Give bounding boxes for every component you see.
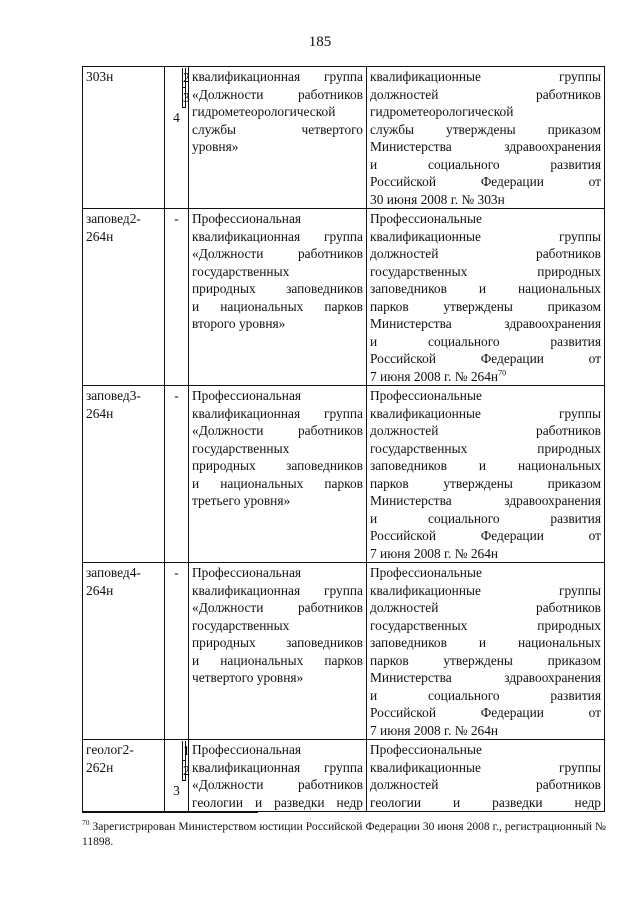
text-line xyxy=(370,68,601,86)
text-line-content: парков утверждены приказом xyxy=(370,475,601,491)
text-line xyxy=(370,617,601,635)
text-line-content: Российской Федерации от xyxy=(370,528,601,543)
text-line-content: должностей работников xyxy=(370,423,601,438)
level-value: - xyxy=(174,211,179,226)
text-line xyxy=(370,210,601,228)
text-line-content: квалификационные группы xyxy=(370,582,601,598)
text-line: «Должности работников xyxy=(192,423,363,438)
level-value: 2 xyxy=(182,68,186,88)
text-line-content: парков утверждены приказом xyxy=(370,298,601,314)
text-line xyxy=(370,173,601,191)
qualification-group-name xyxy=(189,67,367,209)
text-line xyxy=(370,422,601,440)
position-code: заповед4-264н xyxy=(83,563,165,740)
text-line-content: заповедников и национальных xyxy=(370,635,601,650)
text-line-content: должностей работников xyxy=(370,246,601,261)
text-line-content: и социального развития xyxy=(370,687,601,703)
legal-basis xyxy=(367,386,605,563)
legal-basis xyxy=(367,563,605,740)
text-line-content: Профессиональные xyxy=(370,211,482,226)
text-line xyxy=(370,527,601,545)
text-line xyxy=(370,156,601,174)
text-line-content: Министерства здравоохранения xyxy=(370,139,601,154)
text-line-content: службы утверждены приказом xyxy=(370,121,601,137)
text-line: уровня» xyxy=(192,139,239,154)
text-line-content: парков утверждены приказом xyxy=(370,652,601,668)
qualification-levels xyxy=(165,209,189,386)
legal-basis xyxy=(367,740,605,812)
footnote-reference: 70 xyxy=(498,368,507,378)
text-line: гидрометеорологической xyxy=(192,104,336,119)
text-line: квалификационная группа xyxy=(192,405,363,421)
text-line: природных заповедников xyxy=(192,458,363,473)
legal-basis xyxy=(367,67,605,209)
table-row xyxy=(83,740,605,812)
text-line: и национальных парков xyxy=(192,475,363,491)
text-line: и национальных парков xyxy=(192,298,363,314)
text-line-content: Профессиональные xyxy=(370,388,482,403)
text-line-content: 7 июня 2008 г. № 264н xyxy=(370,545,499,561)
text-line xyxy=(370,121,601,139)
level-value: 3 xyxy=(173,783,180,798)
text-line: четвертого уровня» xyxy=(192,670,304,685)
position-code: заповед2-264н xyxy=(83,209,165,386)
text-line xyxy=(370,599,601,617)
text-line-content: должностей работников xyxy=(370,86,601,102)
text-line-content: государственных природных xyxy=(370,617,601,633)
text-line-content: должностей работников xyxy=(370,600,601,615)
text-line-content: Российской Федерации от xyxy=(370,174,601,189)
text-line-content: Профессиональные xyxy=(370,742,482,757)
text-line-content: Российской Федерации от xyxy=(370,351,601,366)
text-line-content: Профессиональные xyxy=(370,565,482,580)
text-line xyxy=(370,138,601,156)
legal-basis xyxy=(367,209,605,386)
positions-table xyxy=(82,66,605,812)
text-line: «Должности работников xyxy=(192,86,363,102)
text-line xyxy=(370,564,601,582)
page-number: 185 xyxy=(308,34,332,50)
text-line xyxy=(370,722,601,740)
text-line: третьего уровня» xyxy=(192,493,291,508)
text-line: государственных xyxy=(192,617,290,633)
text-line: «Должности работников xyxy=(192,600,363,615)
text-line-content: и социального развития xyxy=(370,510,601,526)
text-line xyxy=(370,405,601,423)
table-row xyxy=(83,209,605,386)
text-line: квалификационная группа xyxy=(192,759,363,775)
text-line: и национальных парков xyxy=(192,652,363,668)
text-line xyxy=(370,457,601,475)
text-line xyxy=(370,103,601,121)
qualification-group-name xyxy=(189,740,367,812)
text-line xyxy=(370,191,601,209)
text-line xyxy=(370,298,601,316)
footnote-divider xyxy=(82,812,258,813)
qualification-group-name xyxy=(189,209,367,386)
text-line xyxy=(370,510,601,528)
text-line xyxy=(370,350,601,368)
text-line xyxy=(370,652,601,670)
text-line-content: Министерства здравоохранения xyxy=(370,670,601,685)
level-value: 2 xyxy=(182,761,186,781)
text-line xyxy=(370,759,601,777)
text-line: Профессиональная xyxy=(192,565,302,580)
text-line xyxy=(370,315,601,333)
text-line-content: 7 июня 2008 г. № 264н xyxy=(370,722,499,738)
text-line xyxy=(370,86,601,104)
table-row xyxy=(83,386,605,563)
text-line: природных заповедников xyxy=(192,635,363,650)
footnote xyxy=(82,820,606,850)
table-row xyxy=(83,563,605,740)
text-line: государственных xyxy=(192,263,290,279)
text-line xyxy=(370,368,601,386)
text-line xyxy=(370,687,601,705)
text-line-content: государственных природных xyxy=(370,440,601,456)
text-line-content: квалификационные группы xyxy=(370,228,601,244)
text-line xyxy=(370,545,601,563)
text-line xyxy=(370,475,601,493)
text-line-content: государственных природных xyxy=(370,263,601,279)
text-line: Профессиональная xyxy=(192,211,302,226)
text-line xyxy=(370,245,601,263)
text-line-content: и социального развития xyxy=(370,333,601,349)
text-line xyxy=(370,704,601,722)
text-line-content: Российской Федерации от xyxy=(370,705,601,720)
text-line-content: заповедников и национальных xyxy=(370,281,601,296)
level-value: 4 xyxy=(173,110,180,125)
text-line-content: и социального развития xyxy=(370,156,601,172)
text-line: природных заповедников xyxy=(192,281,363,296)
level-value: - xyxy=(174,388,179,403)
text-line-content: Министерства здравоохранения xyxy=(370,316,601,331)
position-code: геолог2-262н xyxy=(83,740,165,812)
qualification-levels xyxy=(165,740,189,812)
text-line: квалификационная группа xyxy=(192,582,363,598)
text-line: «Должности работников xyxy=(192,246,363,261)
text-line-content: Министерства здравоохранения xyxy=(370,493,601,508)
text-line xyxy=(370,492,601,510)
text-line xyxy=(370,263,601,281)
text-line: «Должности работников xyxy=(192,777,363,792)
table-row xyxy=(83,67,605,209)
text-line xyxy=(370,582,601,600)
text-line xyxy=(370,228,601,246)
text-line: геологии и разведки недр xyxy=(192,794,363,810)
text-line xyxy=(370,440,601,458)
text-line-content: квалификационные группы xyxy=(370,69,601,84)
text-line xyxy=(370,634,601,652)
text-line-content: геологии и разведки недр xyxy=(370,794,601,810)
qualification-levels xyxy=(165,563,189,740)
text-line xyxy=(370,741,601,759)
text-line-content: должностей работников xyxy=(370,777,601,792)
text-line: государственных xyxy=(192,440,290,456)
text-line-content: квалификационные группы xyxy=(370,759,601,775)
position-code: заповед3-264н xyxy=(83,386,165,563)
qualification-levels xyxy=(165,386,189,563)
qualification-group-name xyxy=(189,386,367,563)
text-line-content: 30 июня 2008 г. № 303н xyxy=(370,191,505,207)
text-line: квалификационная группа xyxy=(192,69,363,84)
qualification-group-name xyxy=(189,563,367,740)
text-line: службы четвертого xyxy=(192,121,363,137)
text-line xyxy=(370,280,601,298)
text-line xyxy=(370,387,601,405)
text-line xyxy=(370,669,601,687)
text-line: квалификационная группа xyxy=(192,228,363,244)
text-line xyxy=(370,794,601,812)
text-line-content: заповедников и национальных xyxy=(370,458,601,473)
text-line xyxy=(370,776,601,794)
text-line-content: гидрометеорологической xyxy=(370,104,514,119)
qualification-levels xyxy=(165,67,189,209)
footnote-marker: 70 xyxy=(82,818,90,828)
text-line-content: квалификационные группы xyxy=(370,405,601,421)
text-line-content: 7 июня 2008 г. № 264н xyxy=(370,368,499,384)
footnote-text: Зарегистрирован Министерством юстиции Российской Федерации 30 июня 2008 г., регистрационный № 11898. xyxy=(82,821,606,848)
level-value: 1 xyxy=(182,741,186,761)
text-line: второго уровня» xyxy=(192,316,286,331)
text-line xyxy=(370,333,601,351)
position-code: 303н xyxy=(83,67,165,209)
text-line: Профессиональная xyxy=(192,742,302,757)
level-value: - xyxy=(174,565,179,580)
text-line: Профессиональная xyxy=(192,388,302,403)
level-value: 3 xyxy=(182,88,186,108)
